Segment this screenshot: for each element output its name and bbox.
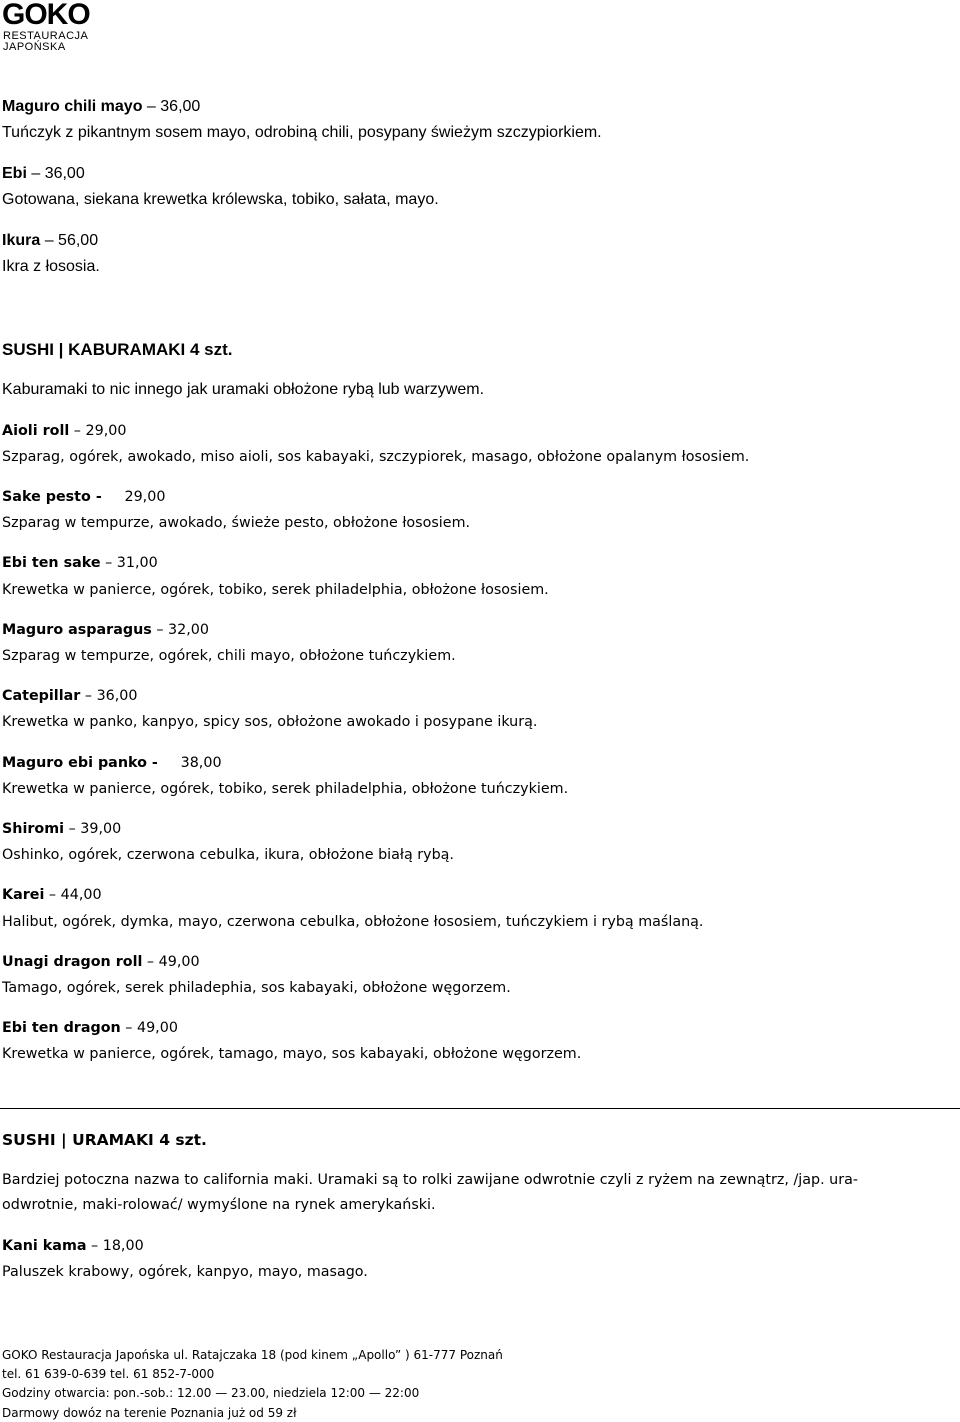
item-name: Shiromi [2,821,65,837]
menu-item-desc: Halibut, ogórek, dymka, mayo, czerwona cebulka, obłożone łososiem, tuńczykiem i rybą maślaną. [2,914,704,930]
item-name: Sake pesto - [2,489,102,505]
item-name: Ebi ten sake [2,555,101,571]
item-sep: – [44,887,61,903]
item-name: Maguro asparagus [2,622,152,638]
item-sep: – [80,688,97,704]
menu-item-title [2,952,200,972]
menu-item-desc: Oshinko, ogórek, czerwona cebulka, ikura, obłożone białą rybą. [2,847,454,863]
item-sep: – [86,1238,103,1254]
item-name: Unagi dragon roll [2,954,143,970]
item-price: 38,00 [180,755,222,771]
item-price: 32,00 [168,622,209,638]
menu-item-title [2,164,85,184]
item-name: Kani kama [2,1238,87,1254]
menu-item-title [2,620,209,640]
footer-address: GOKO Restauracja Japońska ul. Ratajczaka 18 (pod kinem „Apollo” ) 61-777 Poznań [2,1348,503,1362]
item-sep: – [40,232,59,249]
item-sep: – [120,1020,137,1036]
footer-hours: Godziny otwarcia: pon.-sob.: 12.00 — 23.00, niedziela 12:00 — 22:00 [2,1386,420,1400]
item-name: Maguro chili mayo [2,98,143,115]
item-name: Ikura [2,232,41,249]
menu-item-desc: Tamago, ogórek, serek philadephia, sos kabayaki, obłożone węgorzem. [2,980,511,996]
section-intro-uramaki-line1: Bardziej potoczna nazwa to california maki. Uramaki są to rolki zawijane odwrotnie czyli z ryżem na zewnątrz, /jap. ura- [2,1172,859,1188]
menu-item-desc: Krewetka w panko, kanpyo, spicy sos, obłożone awokado i posypane ikurą. [2,714,538,730]
section-intro-uramaki-line2: odwrotnie, maki-rolować/ wymyślone na rynek amerykański. [2,1197,436,1213]
menu-item-desc: Szparag w tempurze, awokado, świeże pesto, obłożone łososiem. [2,515,471,531]
item-price: 36,00 [160,98,201,115]
menu-item-title [2,885,102,905]
logo-line-1: RESTAURACJA [3,30,89,42]
item-price: 44,00 [60,887,102,903]
menu-item-title [2,487,165,507]
menu-item-desc: Gotowana, siekana krewetka królewska, tobiko, sałata, mayo. [2,191,439,208]
footer-delivery: Darmowy dowóz na terenie Poznania już od 59 zł [2,1406,297,1420]
item-sep: – [142,954,159,970]
menu-item-title [2,553,158,573]
menu-item-desc: Krewetka w panierce, ogórek, tamago, mayo, sos kabayaki, obłożone węgorzem. [2,1046,582,1062]
logo-line-2: JAPOŃSKA [3,41,66,53]
menu-item-desc: Krewetka w panierce, ogórek, tobiko, serek philadelphia, obłożone łososiem. [2,582,549,598]
footer-phone: tel. 61 639-0-639 tel. 61 852-7-000 [2,1367,215,1381]
item-sep: – [142,98,161,115]
menu-item-desc: Ikra z łososia. [2,258,100,275]
section-divider [0,1108,960,1109]
item-price: 18,00 [102,1238,144,1254]
menu-item-title [2,819,121,839]
menu-item-desc: Tuńczyk z pikantnym sosem mayo, odrobiną chili, posypany świeżym szczypiorkiem. [2,124,602,141]
menu-item-title [2,753,222,773]
item-sep [102,489,125,505]
menu-item-title [2,1018,178,1038]
logo-brand: GOKO [2,0,90,31]
section-title-uramaki: SUSHI | URAMAKI 4 szt. [2,1131,207,1149]
menu-item-title [2,421,126,441]
item-sep [158,755,181,771]
menu-item-title [2,1236,144,1256]
menu-item-desc: Szparag w tempurze, ogórek, chili mayo, obłożone tuńczykiem. [2,648,456,664]
goko-logo [2,1,94,53]
item-sep: – [100,555,117,571]
menu-item-title [2,231,98,251]
menu-item-desc: Krewetka w panierce, ogórek, tobiko, serek philadelphia, obłożone tuńczykiem. [2,781,569,797]
item-price: 31,00 [116,555,158,571]
item-sep: – [69,423,86,439]
menu-item-title [2,97,200,117]
item-sep: – [151,622,169,638]
item-price: 49,00 [136,1020,178,1036]
item-name: Catepillar [2,688,81,704]
item-sep: – [64,821,81,837]
item-price: 49,00 [158,954,200,970]
item-price: 36,00 [96,688,138,704]
menu-item-desc: Paluszek krabowy, ogórek, kanpyo, mayo, masago. [2,1264,368,1280]
item-sep: – [26,165,45,182]
item-name: Karei [2,887,45,903]
item-price: 29,00 [85,423,127,439]
menu-item-desc: Szparag, ogórek, awokado, miso aioli, sos kabayaki, szczypiorek, masago, obłożone opalanym łososiem. [2,449,750,465]
menu-item-title [2,686,138,706]
item-name: Aioli roll [2,423,70,439]
section-title-kaburamaki: SUSHI | KABURAMAKI 4 szt. [2,340,233,359]
item-name: Ebi ten dragon [2,1020,121,1036]
item-name: Maguro ebi panko - [2,755,158,771]
item-price: 39,00 [80,821,122,837]
item-price: 36,00 [44,165,85,182]
item-name: Ebi [2,165,27,182]
item-price: 29,00 [124,489,166,505]
section-intro-kaburamaki: Kaburamaki to nic innego jak uramaki obłożone rybą lub warzywem. [2,381,485,398]
item-price: 56,00 [58,232,99,249]
